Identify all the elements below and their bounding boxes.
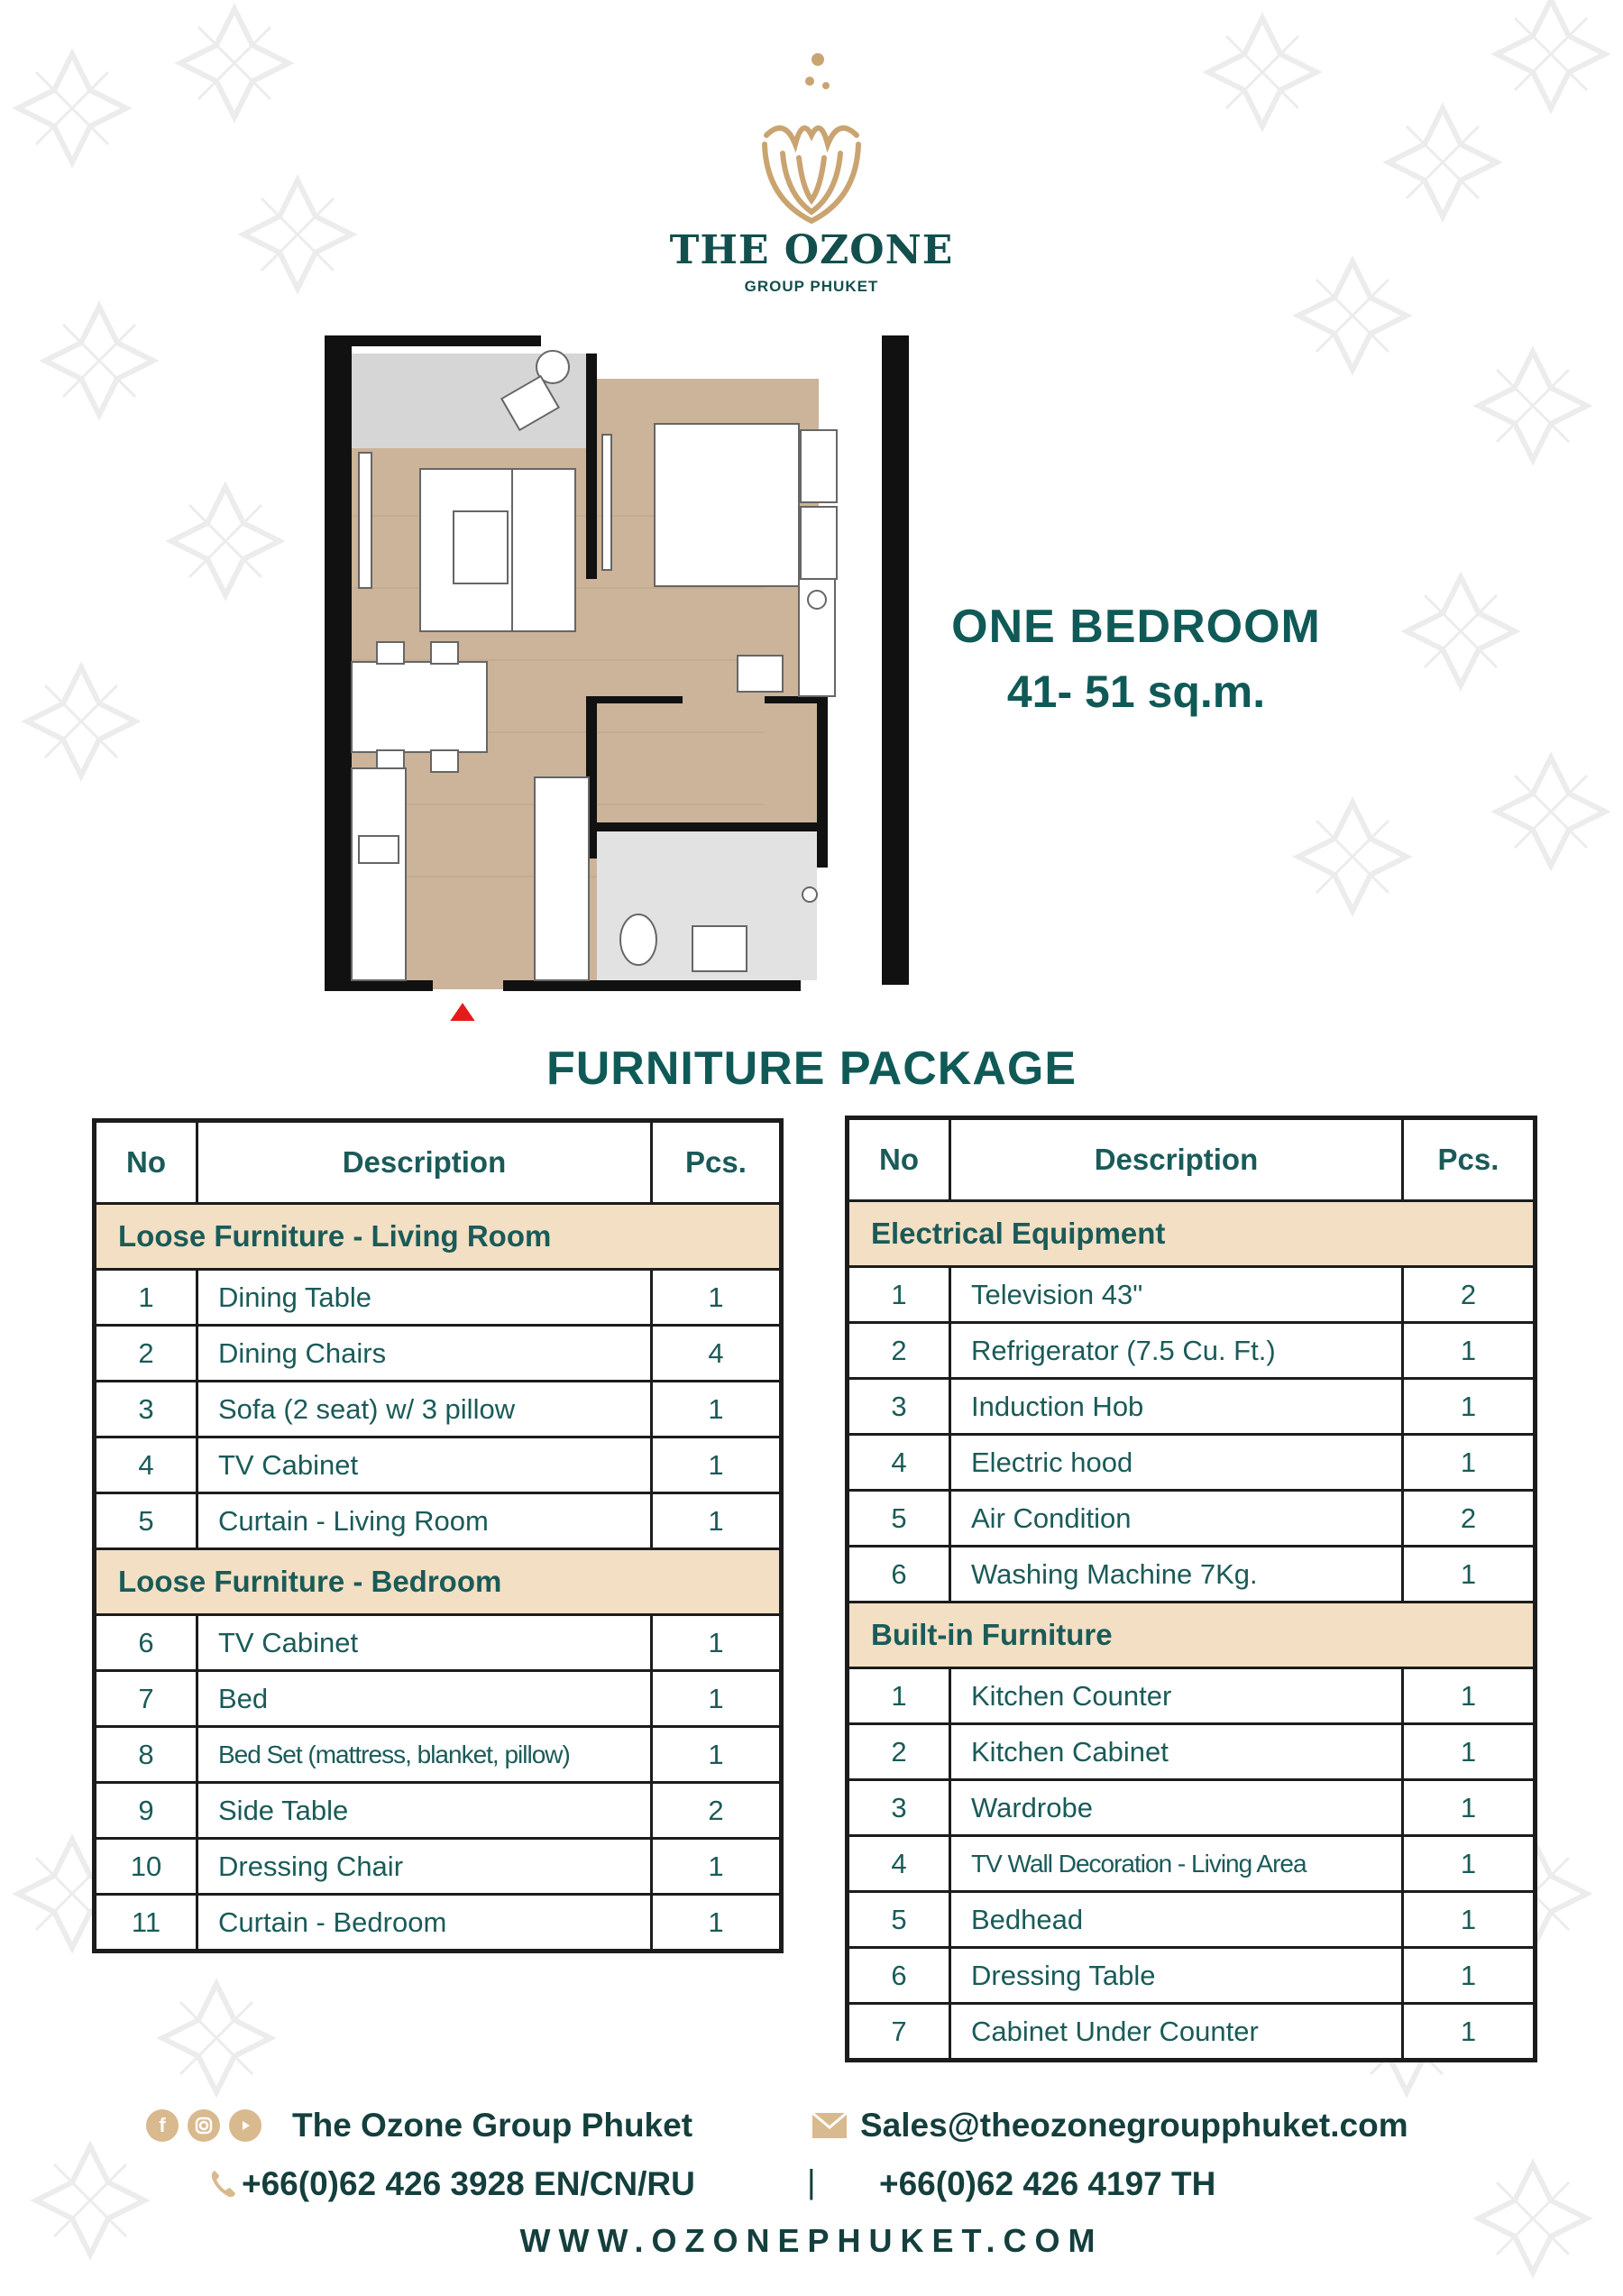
row-pcs: 1: [1403, 1724, 1536, 1780]
row-pcs: 4: [652, 1326, 782, 1382]
row-no: 10: [95, 1839, 197, 1895]
bed: [655, 424, 799, 586]
row-no: 9: [95, 1783, 197, 1839]
sofa: [512, 469, 575, 631]
table-row: [848, 1435, 1536, 1491]
row-description: Dining Table: [197, 1270, 652, 1326]
table-row: [848, 1547, 1536, 1603]
brand-name: THE OZONE: [669, 227, 954, 273]
row-pcs: 1: [1403, 1948, 1536, 2004]
row-description: Side Table: [197, 1783, 652, 1839]
kitchen-counter: [352, 768, 406, 980]
table-header-row: [848, 1118, 1536, 1201]
table-row: [95, 1727, 782, 1783]
row-description: Curtain - Bedroom: [197, 1895, 652, 1952]
table-row: [848, 1892, 1536, 1948]
row-pcs: 1: [1403, 1892, 1536, 1948]
row-description: Dining Chairs: [197, 1326, 652, 1382]
table-row: [848, 1323, 1536, 1379]
row-pcs: 1: [1403, 1668, 1536, 1724]
row-no: 4: [95, 1437, 197, 1493]
row-no: 2: [95, 1326, 197, 1382]
row-no: 5: [95, 1493, 197, 1549]
row-description: Bed Set (mattress, blanket, pillow): [197, 1727, 652, 1783]
unit-size: 41- 51 sq.m.: [1006, 666, 1266, 717]
row-no: 11: [95, 1895, 197, 1952]
row-no: 3: [848, 1780, 950, 1836]
footer-phone-group: [209, 2165, 695, 2203]
category-label: Loose Furniture - Living Room: [95, 1204, 782, 1270]
row-pcs: 1: [652, 1437, 782, 1493]
row-no: 1: [848, 1668, 950, 1724]
row-description: Cabinet Under Counter: [950, 2004, 1403, 2061]
row-pcs: 1: [652, 1895, 782, 1952]
floor-plan: [323, 335, 909, 1021]
row-description: Washing Machine 7Kg.: [950, 1547, 1403, 1603]
row-no: 5: [848, 1491, 950, 1547]
header-no: No: [848, 1118, 950, 1201]
table-row: [848, 1948, 1536, 2004]
row-no: 1: [848, 1267, 950, 1323]
row-no: 3: [848, 1379, 950, 1435]
table-row: [95, 1895, 782, 1952]
row-no: 7: [848, 2004, 950, 2061]
header-pcs: Pcs.: [652, 1121, 782, 1204]
row-no: 4: [848, 1435, 950, 1491]
row-pcs: 1: [652, 1727, 782, 1783]
phone-icon: [209, 2169, 236, 2200]
row-description: TV Cabinet: [197, 1615, 652, 1671]
category-row: [95, 1549, 782, 1615]
table-row: [95, 1382, 782, 1437]
row-no: 7: [95, 1671, 197, 1727]
dining-table: [352, 662, 487, 752]
row-pcs: 1: [652, 1382, 782, 1437]
row-description: Kitchen Counter: [950, 1668, 1403, 1724]
row-description: Wardrobe: [950, 1780, 1403, 1836]
table-row: [95, 1270, 782, 1326]
footer-phone-th[interactable]: +66(0)62 426 4197 TH: [879, 2165, 1216, 2202]
header-no: No: [95, 1121, 197, 1204]
entrance-marker: [449, 1003, 476, 1021]
footer-company: The Ozone Group Phuket: [292, 2107, 693, 2144]
header-pcs: Pcs.: [1403, 1118, 1536, 1201]
table-row: [848, 1836, 1536, 1892]
row-pcs: 1: [652, 1615, 782, 1671]
row-description: TV Wall Decoration - Living Area: [950, 1836, 1403, 1892]
row-pcs: 2: [1403, 1491, 1536, 1547]
unit-title: ONE BEDROOM: [951, 601, 1321, 653]
row-pcs: 1: [652, 1839, 782, 1895]
section-title: FURNITURE PACKAGE: [546, 1042, 1077, 1095]
category-label: Electrical Equipment: [848, 1201, 1536, 1267]
row-description: Bed: [197, 1671, 652, 1727]
row-no: 4: [848, 1836, 950, 1892]
row-pcs: 1: [1403, 2004, 1536, 2061]
table-row: [848, 2004, 1536, 2061]
row-pcs: 1: [1403, 1547, 1536, 1603]
footer-separator: |: [807, 2163, 816, 2200]
row-pcs: 2: [652, 1783, 782, 1839]
category-row: [848, 1603, 1536, 1668]
row-description: Refrigerator (7.5 Cu. Ft.): [950, 1323, 1403, 1379]
row-no: 6: [95, 1615, 197, 1671]
brand-subtitle: GROUP PHUKET: [744, 278, 879, 295]
lotus-logo-icon: [739, 45, 884, 234]
footer-email[interactable]: Sales@theozonegroupphuket.com: [860, 2107, 1408, 2144]
row-pcs: 1: [1403, 1780, 1536, 1836]
youtube-icon[interactable]: [229, 2109, 261, 2142]
row-no: 3: [95, 1382, 197, 1437]
table-row: [848, 1724, 1536, 1780]
table-header-row: [95, 1121, 782, 1204]
row-description: TV Cabinet: [197, 1437, 652, 1493]
table-row: [95, 1326, 782, 1382]
row-no: 2: [848, 1724, 950, 1780]
row-pcs: 1: [652, 1671, 782, 1727]
table-row: [848, 1780, 1536, 1836]
row-no: 6: [848, 1948, 950, 2004]
footer-website[interactable]: WWW.OZONEPHUKET.COM: [519, 2222, 1104, 2259]
row-pcs: 1: [652, 1493, 782, 1549]
row-description: Curtain - Living Room: [197, 1493, 652, 1549]
footer-social: [146, 2107, 692, 2144]
category-label: Loose Furniture - Bedroom: [95, 1549, 782, 1615]
row-pcs: 1: [1403, 1323, 1536, 1379]
row-description: Dressing Table: [950, 1948, 1403, 2004]
row-no: 8: [95, 1727, 197, 1783]
footer-phone-intl[interactable]: +66(0)62 426 3928 EN/CN/RU: [242, 2165, 695, 2202]
table-row: [848, 1491, 1536, 1547]
table-row: [848, 1668, 1536, 1724]
row-description: Sofa (2 seat) w/ 3 pillow: [197, 1382, 652, 1437]
category-row: [95, 1204, 782, 1270]
row-no: 1: [95, 1270, 197, 1326]
row-description: Air Condition: [950, 1491, 1403, 1547]
row-description: Electric hood: [950, 1435, 1403, 1491]
header-description: Description: [950, 1118, 1403, 1201]
table-row: [95, 1493, 782, 1549]
footer-email-group: [812, 2107, 1408, 2144]
instagram-icon[interactable]: [188, 2109, 220, 2142]
row-pcs: 1: [1403, 1836, 1536, 1892]
row-pcs: 1: [1403, 1435, 1536, 1491]
category-label: Built-in Furniture: [848, 1603, 1536, 1668]
table-row: [848, 1379, 1536, 1435]
row-no: 6: [848, 1547, 950, 1603]
table-row: [95, 1437, 782, 1493]
row-description: Bedhead: [950, 1892, 1403, 1948]
furniture-table-right: [845, 1116, 1537, 2062]
table-row: [95, 1671, 782, 1727]
email-icon: [812, 2112, 848, 2139]
row-no: 5: [848, 1892, 950, 1948]
row-no: 2: [848, 1323, 950, 1379]
row-pcs: 1: [1403, 1379, 1536, 1435]
table-row: [848, 1267, 1536, 1323]
row-pcs: 1: [652, 1270, 782, 1326]
row-description: Kitchen Cabinet: [950, 1724, 1403, 1780]
row-pcs: 2: [1403, 1267, 1536, 1323]
facebook-icon[interactable]: f: [146, 2109, 179, 2142]
row-description: Induction Hob: [950, 1379, 1403, 1435]
category-row: [848, 1201, 1536, 1267]
table-row: [95, 1783, 782, 1839]
table-row: [95, 1615, 782, 1671]
furniture-table-left: [92, 1118, 784, 1953]
header-description: Description: [197, 1121, 652, 1204]
row-description: Television 43": [950, 1267, 1403, 1323]
row-description: Dressing Chair: [197, 1839, 652, 1895]
table-row: [95, 1839, 782, 1895]
